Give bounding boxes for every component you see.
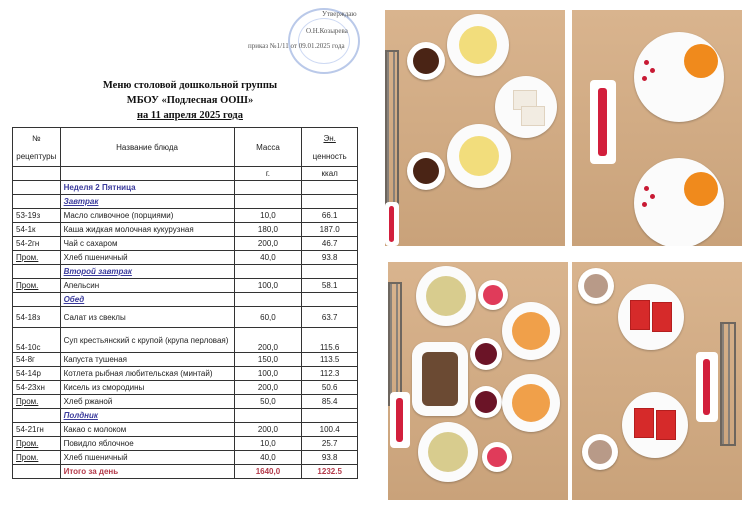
total-mass: 1640,0 (234, 465, 302, 479)
title-line-1: Меню столовой дошкольной группы (102, 80, 278, 91)
table-row: Пром. Хлеб пшеничный 40,0 93.8 (13, 251, 358, 265)
photo-second-breakfast (572, 10, 742, 246)
header-energy (302, 128, 358, 167)
table-row: 54-23хн Кисель из смородины 200,0 50.6 (13, 381, 358, 395)
total-energy: 1232.5 (302, 465, 358, 479)
cocoa-cup (578, 268, 614, 304)
unit-energy: ккал (302, 167, 358, 181)
kissel-cup (482, 442, 512, 472)
table-row: 54-2гн Чай с сахаром 200,0 46.7 (13, 237, 358, 251)
header-recipe (13, 128, 61, 167)
table-row: Пром. Апельсин 100,0 58.1 (13, 279, 358, 293)
table-row: Пром. Хлеб ржаной 50,0 85.4 (13, 395, 358, 409)
table-row: 54-8г Капуста тушеная 150,0 113.5 (13, 353, 358, 367)
title-date: на 11 апреля 2025 года (137, 110, 243, 121)
approve-order: приказ №1/11 от 09.01.2025 года (248, 42, 345, 50)
napkin-holder (590, 80, 616, 164)
tray-rack (720, 322, 736, 446)
table-row: 54-1к Каша жидкая молочная кукурузная 180,0 187.0 (13, 223, 358, 237)
approve-text: Утверждаю (322, 10, 357, 18)
meal-snack: Полдник (60, 409, 234, 423)
cocoa-cup (582, 434, 618, 470)
week-label: Неделя 2 Пятница (60, 181, 234, 195)
tea-cup (407, 42, 445, 80)
table-row: 54-14р Котлета рыбная любительская (минтай) 100,0 112.3 (13, 367, 358, 381)
napkin-holder (390, 392, 410, 448)
meal-second-breakfast: Второй завтрак (60, 265, 234, 279)
bread-plate (495, 76, 557, 138)
bread-jam-plate (618, 284, 684, 350)
table-row: 53-19з Масло сливочное (порциями) 10,0 66.1 (13, 209, 358, 223)
header-recipe-top: № (31, 133, 41, 143)
napkin-holder (696, 352, 718, 422)
tray-rack (388, 282, 402, 406)
meal-lunch: Обед (60, 293, 234, 307)
header-recipe-bottom: рецептуры (16, 151, 57, 161)
header-mass: Масса (234, 128, 302, 167)
unit-mass: г. (234, 167, 302, 181)
table-row: 54-21гн Какао с молоком 200,0 100.4 (13, 423, 358, 437)
soup-bowl (416, 266, 476, 326)
units-row (13, 167, 358, 181)
photo-breakfast (385, 10, 565, 246)
menu-table (12, 127, 358, 479)
orange-plate (634, 32, 724, 122)
title-line-2: МБОУ «Подлесная ООШ» (126, 95, 254, 106)
beet-salad-bowl (470, 338, 502, 370)
table-row: 54-10с Суп крестьянский с крупой (крупа перловая) 200,0 115.6 (13, 328, 358, 353)
table-row: 54-18з Салат из свеклы 60,0 63.7 (13, 307, 358, 328)
cabbage-plate (502, 302, 560, 360)
table-header-row (13, 128, 358, 167)
approve-name: О.Н.Козырева (306, 27, 348, 35)
bread-jam-plate (622, 392, 688, 458)
kissel-cup (478, 280, 508, 310)
porridge-plate (447, 14, 509, 76)
photo-lunch (388, 262, 568, 500)
soup-bowl (418, 422, 478, 482)
header-energy-top: Эн. (323, 133, 336, 143)
table-row: Пром. Повидло яблочное 10,0 25.7 (13, 437, 358, 451)
table-row: Пром. Хлеб пшеничный 40,0 93.8 (13, 451, 358, 465)
header-energy-bottom: ценность (312, 151, 347, 161)
napkin-holder (385, 202, 399, 246)
total-row (13, 465, 358, 479)
tea-cup (407, 152, 445, 190)
beet-salad-bowl (470, 386, 502, 418)
meal-breakfast: Завтрак (60, 195, 234, 209)
header-name: Название блюда (60, 128, 234, 167)
bread-plate (412, 342, 468, 416)
cabbage-plate (502, 374, 560, 432)
photo-snack (572, 262, 742, 500)
porridge-plate (447, 124, 511, 188)
total-label: Итого за день (60, 465, 234, 479)
orange-plate (634, 158, 724, 246)
